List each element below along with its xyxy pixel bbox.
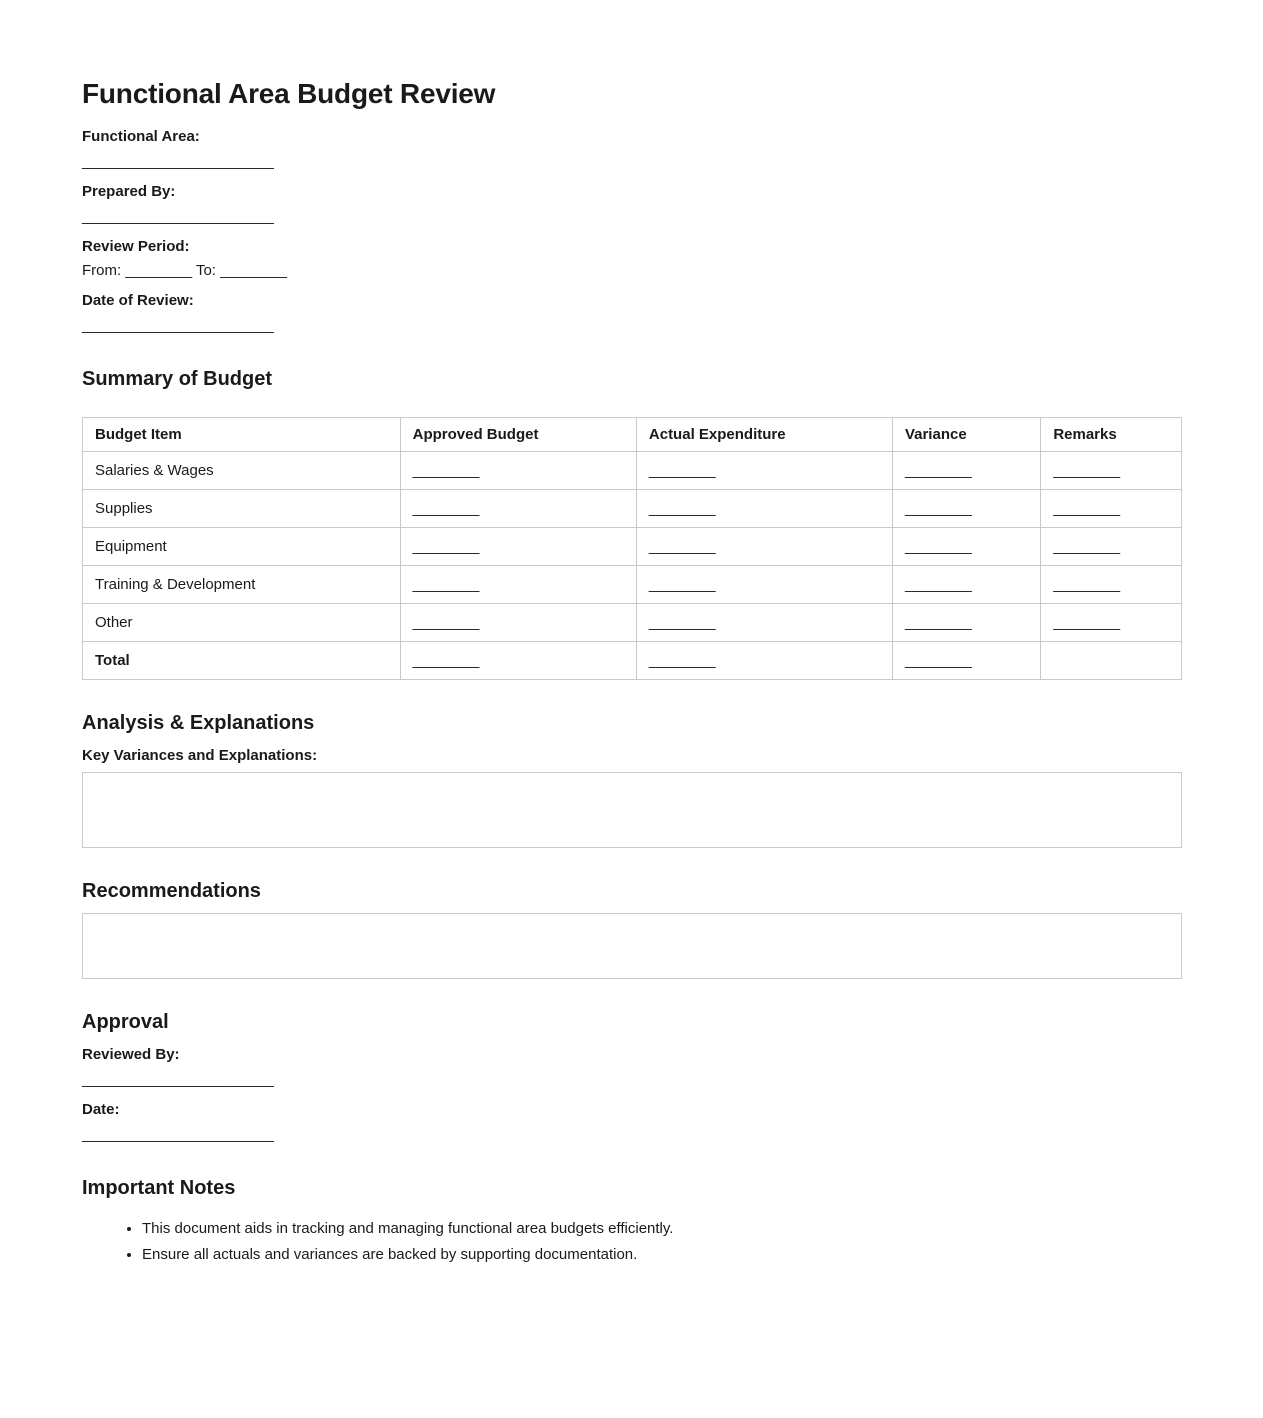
cell-blank: ________ (1053, 614, 1121, 631)
remarks-cell (1041, 490, 1182, 528)
cell-blank: ________ (904, 576, 972, 593)
variance-cell (892, 566, 1040, 604)
analysis-section-heading: Analysis & Explanations (82, 712, 315, 734)
approved-budget-cell (400, 528, 636, 566)
column-header-budget-item: Budget Item (83, 418, 401, 452)
table-row (83, 490, 1182, 528)
table-row (83, 452, 1182, 490)
cell-blank: ________ (412, 652, 480, 669)
table-header-row (83, 418, 1182, 452)
from-blank: ________ (125, 262, 193, 279)
note-item: • This document aids in tracking and managing functional area budgets efficiently. (142, 1216, 1182, 1242)
reviewed-by-blank-line: _______________________ (82, 1071, 274, 1088)
remarks-total-cell (1041, 642, 1182, 680)
column-header-variance: Variance (892, 418, 1040, 452)
total-label-cell: Total (83, 642, 401, 680)
variance-cell (892, 528, 1040, 566)
review-period-label: Review Period: (82, 238, 190, 255)
variance-cell (892, 490, 1040, 528)
cell-blank: ________ (648, 576, 716, 593)
recommendations-section-heading: Recommendations (82, 880, 261, 902)
variance-total-cell (892, 642, 1040, 680)
column-header-actual-expenditure: Actual Expenditure (636, 418, 892, 452)
prepared-by-blank-line: _______________________ (82, 208, 274, 225)
approved-budget-cell (400, 604, 636, 642)
notes-list (82, 1216, 1182, 1268)
summary-section-heading: Summary of Budget (82, 368, 273, 390)
approved-budget-cell (400, 490, 636, 528)
cell-blank: ________ (904, 614, 972, 631)
table-row (83, 566, 1182, 604)
budget-item-cell: Other (83, 604, 401, 642)
functional-area-blank-line: _______________________ (82, 153, 274, 170)
actual-expenditure-cell (636, 566, 892, 604)
approved-budget-cell (400, 452, 636, 490)
important-notes-heading: Important Notes (82, 1177, 236, 1199)
key-variances-textbox[interactable] (82, 772, 1182, 848)
cell-blank: ________ (412, 576, 480, 593)
key-variances-label: Key Variances and Explanations: (82, 747, 318, 764)
cell-blank: ________ (904, 462, 972, 479)
column-header-remarks: Remarks (1041, 418, 1182, 452)
cell-blank: ________ (648, 652, 716, 669)
page-title: Functional Area Budget Review (82, 78, 496, 109)
budget-item-cell: Equipment (83, 528, 401, 566)
review-period-range (82, 260, 1182, 281)
note-item: • Ensure all actuals and variances are backed by supporting documentation. (142, 1242, 1182, 1268)
cell-blank: ________ (412, 614, 480, 631)
table-total-row (83, 642, 1182, 680)
cell-blank: ________ (648, 500, 716, 517)
budget-item-cell: Supplies (83, 490, 401, 528)
actual-expenditure-total-cell (636, 642, 892, 680)
actual-expenditure-cell (636, 528, 892, 566)
cell-blank: ________ (1053, 500, 1121, 517)
remarks-cell (1041, 566, 1182, 604)
cell-blank: ________ (648, 462, 716, 479)
cell-blank: ________ (648, 538, 716, 555)
table-row (83, 604, 1182, 642)
budget-item-cell: Salaries & Wages (83, 452, 401, 490)
budget-item-cell: Training & Development (83, 566, 401, 604)
approved-budget-total-cell (400, 642, 636, 680)
from-label: From: (82, 262, 122, 279)
to-blank: ________ (220, 262, 287, 279)
cell-blank: ________ (412, 462, 480, 479)
cell-blank: ________ (412, 538, 480, 555)
column-header-approved-budget: Approved Budget (400, 418, 636, 452)
approval-date-label: Date: (82, 1101, 120, 1118)
variance-cell (892, 452, 1040, 490)
cell-blank: ________ (904, 652, 972, 669)
cell-blank: ________ (1053, 462, 1121, 479)
reviewed-by-label: Reviewed By: (82, 1046, 180, 1063)
to-label: To: (196, 262, 217, 279)
functional-area-label: Functional Area: (82, 128, 200, 145)
table-row (83, 528, 1182, 566)
cell-blank: ________ (1053, 576, 1121, 593)
recommendations-textbox[interactable] (82, 913, 1182, 979)
prepared-by-label: Prepared By: (82, 183, 176, 200)
budget-summary-table (82, 417, 1182, 680)
approval-section-heading: Approval (82, 1011, 169, 1033)
date-of-review-blank-line: _______________________ (82, 317, 274, 334)
variance-cell (892, 604, 1040, 642)
remarks-cell (1041, 528, 1182, 566)
cell-blank: ________ (904, 500, 972, 517)
approval-date-blank-line: _______________________ (82, 1126, 274, 1143)
date-of-review-label: Date of Review: (82, 292, 194, 309)
remarks-cell (1041, 604, 1182, 642)
cell-blank: ________ (1053, 538, 1121, 555)
actual-expenditure-cell (636, 452, 892, 490)
actual-expenditure-cell (636, 604, 892, 642)
remarks-cell (1041, 452, 1182, 490)
approved-budget-cell (400, 566, 636, 604)
cell-blank: ________ (412, 500, 480, 517)
cell-blank: ________ (904, 538, 972, 555)
cell-blank: ________ (648, 614, 716, 631)
actual-expenditure-cell (636, 490, 892, 528)
